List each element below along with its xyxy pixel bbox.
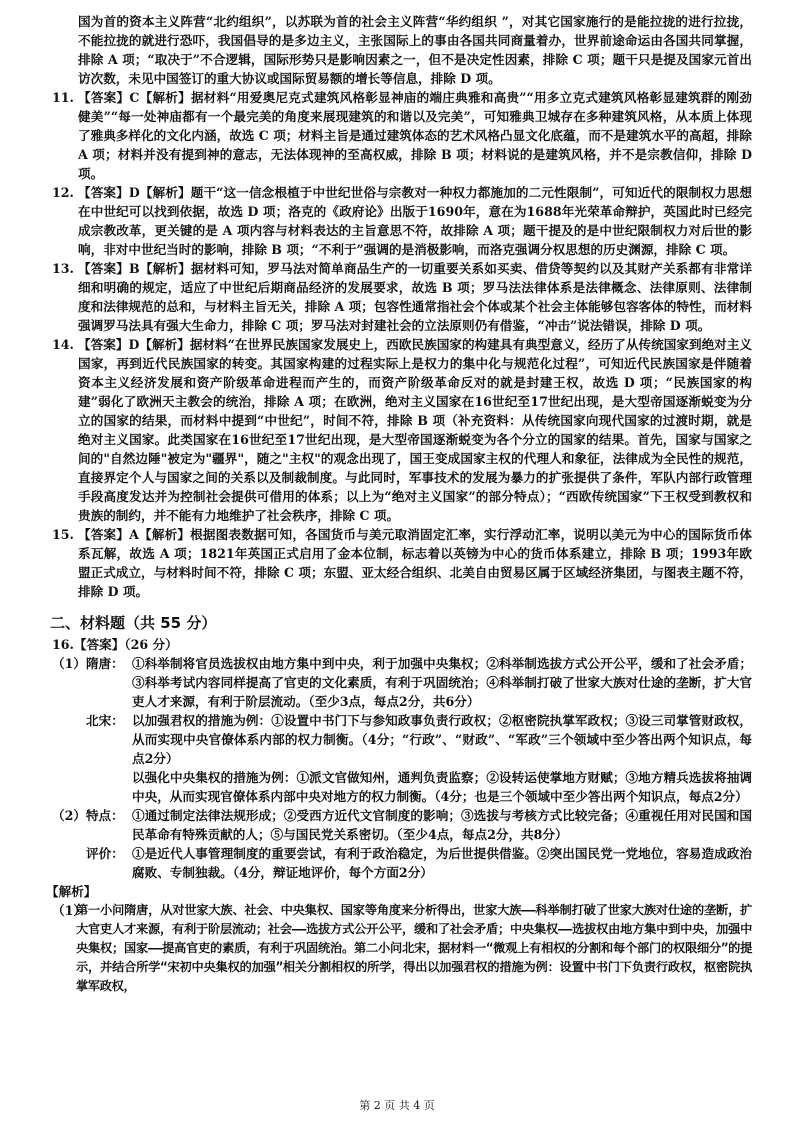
explanation-block [52, 901, 752, 996]
beisong-text-1: 以加强君权的措施为例：①设置中书门下与参知政事负责行政权；②枢密院执掌军政权；③设三司掌管财政权，从而实现中央官僚体系内部的权力制衡。（4分；“行政”、“财政”、“军政”三个领域中至少答出两个知识点，每点2分） [132, 713, 752, 766]
part1-text: ①科举制将官员选拔权由地方集中到中央，利于加强中央集权；②科举制选拔方式公开公平，缓和了社会矛盾；③科举考试内容同样提高了官吏的文化素质，有利于巩固统治；④科举制打破了世家大族对仕途的垄断，扩大官吏人才来源，有利于阶层流动。（至少3点，每点2分，共6分） [132, 656, 752, 709]
beisong-block [52, 711, 752, 806]
eval-label: 评价： [86, 846, 124, 861]
answer-item [52, 183, 752, 259]
eval-block [52, 844, 752, 882]
explanation-text: 第一小问隋唐，从对世家大族、社会、中央集权、国家等角度来分析得出，世家大族——科举制打破了世家大族对仕途的垄断，扩大官吏人才来源，有利于阶层流动；社会——选拔方式公开公平，缓和了社会矛盾；中央集权——选拔权由地方集中到中央，加强中央集权；国家——提高官吏的素质，有利于巩固统治。第二小问北宋，据材料一“微观上有相权的分割和每个部门的权限细分”的提示，并结合所学“宋初中央集权的加强”相关分割相权的所学，得出以加强君权的措施为例：设置中书门下负责行政权，枢密院执掌军政权， [76, 903, 752, 993]
answer-text: 【答案】C【解析】据材料“用爱奥尼克式建筑风格彰显神庙的端庄典雅和高贵”“用多立克式建筑风格彰显建筑群的刚劲健美”“每一处神庙都有一个最完美的角度来展现建筑的和谐以及完美”，可知雅典卫城存在多种建筑风格，从本质上体现了雅典多样化的文化内涵，故选 C 项；材料主旨是通过建筑体态的艺术风格凸显文化底蕴，而不是建筑水平的高超，排除 A 项；材料并没有提到神的意志，无法体现神的至高权威，排除 B 项；材料说的是建筑风格，并不是宗教信仰，排除 D 项。 [78, 90, 752, 181]
answer-text: 【答案】B【解析】据材料可知，罗马法对简单商品生产的一切重要关系如买卖、借贷等契约以及其财产关系都有非常详细和明确的规定，适应了中世纪后期商品经济的发展要求，故选 B 项；罗马法法律体系是法律概念、法律原则、法律制度和法律规范的总和，与材料主旨无关，排除 A 项；包容性通常指社会个体或某个社会主体能够包容客体的特性，而材料强调罗马法具有强大生命力，排除 C 项；罗马法对封建社会的立法原则仍有借鉴，“冲击”说法错误，排除 D 项。 [78, 261, 752, 333]
jiexi-label: 【解析】 [46, 884, 97, 899]
content-area [46, 12, 752, 996]
answer-text: 【答案】D【解析】据材料“在世界民族国家发展史上，西欧民族国家的构建具有典型意义，经历了从传统国家到绝对主义国家，再到近代民族国家的转变。其国家构建的过程实际上是权力的集中化与规范化过程”，可知近代民族国家是伴随着资本主义经济发展和资产阶级革命进程而产生的，而资产阶级革命反对的就是封建王权，故选 D 项；“民族国家的构建”弱化了欧洲天主教会的统治，排除 A 项；在欧洲，绝对主义国家在16世纪至17世纪出现，是大型帝国逐渐蜕变为分立的国家的结果，而材料中提到“中世纪”，时间不符，排除 B 项（补充资料：从传统国家向现代国家的过渡时期，就是绝对主义国家。此类国家在16世纪至17世纪出现，是大型帝国逐渐蜕变为各个分立的国家的结果。首先，国家与国家之间的"自然边陲"被定为"疆界"，随之"主权"的观念出现了，国王变成国家主权的代理人和象征，法律成为全民性的规范，直接界定个人与国家之间的关系以及制裁制度。与此同时，军事技术的发展为暴力的扩张提供了条件，军队内部行政管理手段高度发达并为控制社会提供可借用的体系；以上为“绝对主义国家”的部分特点）；“西欧传统国家”下王权受到教权和贵族的制约，并不能有力地维护了社会秩序，排除 C 项。 [78, 337, 752, 523]
answer-list [52, 88, 752, 601]
question-number: 11. [52, 90, 74, 105]
beisong-label: 北宋： [86, 713, 124, 728]
answer-text: 【答案】A【解析】根据图表数据可知，各国货币与美元取消固定汇率，实行浮动汇率，说明以美元为中心的国际货币体系瓦解，故选 A 项；1821年英国正式启用了金本位制，标志着以英镑为中心的货币体系建立，排除 B 项；1993年欧盟正式成立，与材料时间不符，排除 C 项；东盟、亚太经合组织、北美自由贸易区属于区域经济集团，与图表主题不符，排除 D 项。 [78, 527, 752, 599]
question-number: 14. [52, 337, 74, 352]
q16-header: 16.【答案】（26 分） [52, 637, 178, 652]
section-title: 二、材料题（共 55 分） [50, 614, 217, 632]
beisong-text-2: 以强化中央集权的措施为例：①派文官做知州，通判负责监察；②设转运使掌地方财赋；③地方精兵选拔将抽调中央，从而实现官僚体系内部中央对地方的权力制衡。（4分；也是三个领域中至少答出两个知识点，每点2分） [132, 770, 752, 804]
question-number: 15. [52, 527, 74, 542]
answer-item [52, 335, 752, 525]
part1-label: （1）隋唐： [52, 656, 124, 671]
part2-text: ①通过制定法律法规形成；②受西方近代文官制度的影响；③选拔与考核方式比较完备；④重视任用对民国和国民革命有特殊贡献的人；⑤与国民党关系密切。（至少4点，每点2分，共8分） [132, 808, 752, 842]
part2-block [52, 806, 752, 844]
answer-text: 【答案】D【解析】题干“这一信念根植于中世纪世俗与宗教对一种权力都施加的二元性限制”，可知近代的限制权力思想在中世纪可以找到依据，故选 D 项；洛克的《政府论》出版于1690年，意在为1688年光荣革命辩护，英国此时已经完成宗教改革，更关键的是 A 项内容与材料表达的主旨意思不符，故排除 A 项；题干提及的是中世纪限制权力对后世的影响，非对中世纪当时的影响，排除 B 项；“不利于”强调的是消极影响，而洛克强调分权思想的历史渊源，排除 C 项。 [78, 185, 752, 257]
part1-block [52, 654, 752, 711]
page-footer: 第 2 页 共 4 页 [359, 1099, 435, 1112]
question-number: 13. [52, 261, 74, 276]
carryover-paragraph: 国为首的资本主义阵营“北约组织”，以苏联为首的社会主义阵营“华约组织 ”，对其它国家施行的是能拉拢的进行拉拢，不能拉拢的就进行恐吓，我国倡导的是多边主义，主张国际上的事由各国共同商量着办，世界前途命运由各国共同掌握，排除 A 项；“取决于”不合逻辑，国际形势只是影响因素之一，但不是决定性因素，排除 C 项；题干只是提及国家元首出访次数，未见中国签订的重大协议或国际贸易额的增长等信息，排除 D 项。 [78, 14, 752, 86]
part2-label: （2）特点： [52, 808, 124, 823]
question-number: 12. [52, 185, 74, 200]
explanation-label: （1） [52, 903, 86, 918]
answer-item [52, 259, 752, 335]
answer-item [52, 88, 752, 183]
answer-item [52, 525, 752, 601]
eval-text: ①是近代人事管理制度的重要尝试，有利于政治稳定，为后世提供借鉴。②突出国民党一党地位，容易造成政治腐败、专制独裁。（4分，辩证地评价，每个方面2分） [132, 846, 752, 880]
